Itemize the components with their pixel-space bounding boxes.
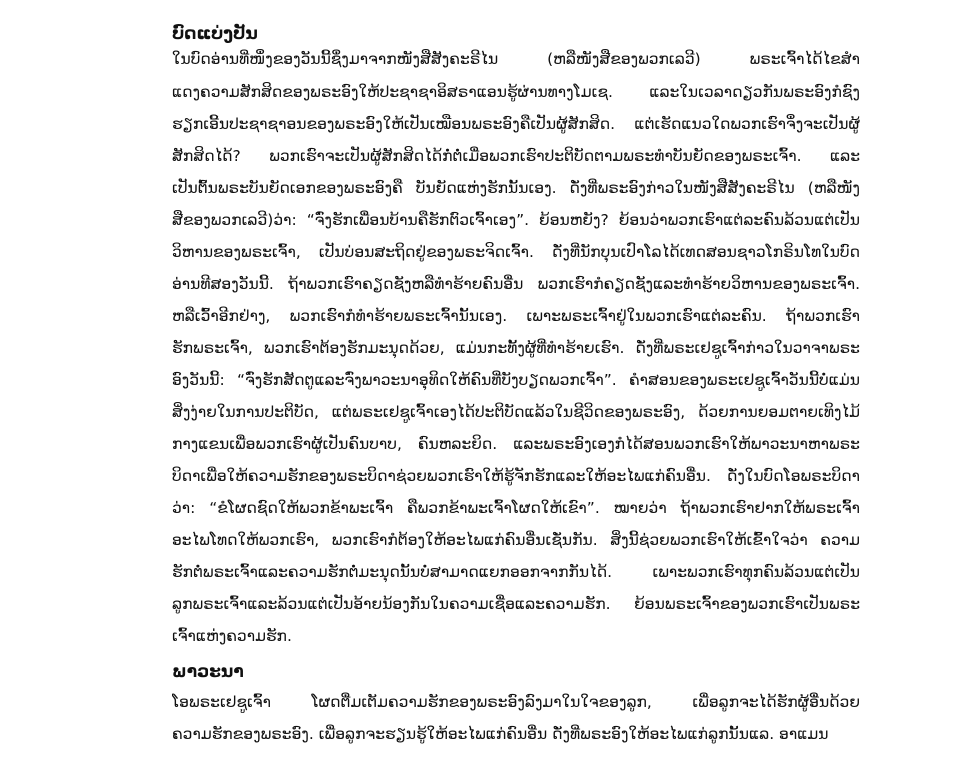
paragraph-line: ຫລືເວົ້າອີກຢ່າງ, ພວກເຮົາກໍທຳຮ້າຍພຣະເຈົ້ານັ້ນເອງ. ເພາະພຣະເຈົ້າຢູ່ໃນພວກເຮົາແຕ່ລະຄົນ. ຖ້າພວກເຮົາ <box>172 307 860 325</box>
paragraph-line: ກາງແຂນເພື່ອພວກເຮົາຜູ້ເປັນຄົນບາບ, ຄົນຫລະຍິດ. ແລະພຣະອົງເອງກໍໄດ້ສອນພວກເຮົາໃຫ້ພາວະນາຫາພຣະ <box>172 435 860 453</box>
paragraph-line: ອ່ານທີສອງວັນນີ້. ຖ້າພວກເຮົາຄຽດຊັງຫລືທຳຮ້າຍຄົນອື່ນ ພວກເຮົາກໍຄຽດຊັງແລະທຳຮ້າຍວິຫານຂອງພຣະເຈົ້າ. <box>172 275 860 293</box>
paragraph-line: ໂອພຣະເຢຊູເຈົ້າ ໂຜດຕື່ມເຕັມຄວາມຮັກຂອງພຣະອົງລົງມາໃນໃຈຂອງລູກ, ເພື່ອລູກຈະໄດ້ຮັກຜູ້ອື່ນດ້ວຍ <box>172 693 860 711</box>
paragraph-line: ໃນບົດອ່ານທີ່ໜຶ່ງຂອງວັນນີ້ຊຶ່ງມາຈາກໜັງສືສັງຄະຣີໄນ (ຫລືໜັງສືຂອງພວກເລວີ) ພຣະເຈົ້າໄດ້ໄຂສຳ <box>172 50 860 68</box>
paragraph-line: ອົງວັນນີ້: “ຈົ່ງຮັກສັດຕູແລະຈົ່ງພາວະນາອຸທິດໃຫ້ຄົນທີ່ບັງບຽດພວກເຈົ້າ”. ຄຳສອນຂອງພຣະເຢຊູເຈົ້າວັນນີ້ບໍ່ແມ່ນ <box>172 371 860 389</box>
paragraph-line: ເປັນຕົ້ນພຣະບັນຍັດເອກຂອງພຣະອົງຄື ບັນຍັດແຫ່ງຮັກນັ້ນເອງ. ດັ່ງທີ່ພຣະອົງກ່າວໃນໜັງສືສັງຄະຣີໄນ (ຫລືໜັງ <box>172 179 860 197</box>
paragraph-line: ແດງຄວາມສັກສິດຂອງພຣະອົງໃຫ້ປະຊາຊາອິສຣາແອນຮູ້ຜ່ານທາງໂມເຊ. ແລະໃນເວລາດຽວກັນພຣະອົງກໍຊົງ <box>172 83 860 101</box>
paragraph-line: ບິດາເພື່ອໃຫ້ຄວາມຮັກຂອງພຣະບິດາຊ່ວຍພວກເຮົາໃຫ້ຮູ້ຈັກຮັກແລະໃຫ້ອະໄພແກ່ຄົນອື່ນ. ດັ່ງໃນບົດໂອພຣະບິດາ <box>172 467 860 485</box>
paragraph-line: ວ່າ: “ຂໍໂຜດຊົດໃຫ້ພວກຂ້າພະເຈົ້າ ຄືພວກຂ້າພະເຈົ້າໂຜດໃຫ້ເຂົາ”. ໝາຍວ່າ ຖ້າພວກເຮົາຢາກໃຫ້ພຣະເຈົ້າ <box>172 499 860 517</box>
paragraph-line: ຮັກພຣະເຈົ້າ, ພວກເຮົາຕ້ອງຮັກມະນຸດດ້ວຍ, ແມ່ນກະທັ້ງຜູ້ທີ່ທຳຮ້າຍເຮົາ. ດັ່ງທີ່ພຣະເຢຊູເຈົ້າກ່າວໃນວາຈາພຣະ <box>172 339 860 357</box>
paragraph-line: ເຈົ້າແຫ່ງຄວາມຮັກ. <box>172 627 292 645</box>
paragraph-line: ວິຫານຂອງພຣະເຈົ້າ, ເປັນບ່ອນສະຖິດຢູ່ຂອງພຣະຈິດເຈົ້າ. ດັ່ງທີ່ນັກບຸນເປົາໂລໄດ້ເທດສອນຊາວໂກຣິນໂທໃນບົດ <box>172 243 860 261</box>
paragraph-line: ສັກສິດໄດ້? ພວກເຮົາຈະເປັນຜູ້ສັກສິດໄດ້ກໍ່ຕໍ່ເມື່ອພວກເຮົາປະຕິບັດຕາມພຣະທຳບັນຍັດຂອງພຣະເຈົ້າ. ແລະ <box>172 147 860 165</box>
paragraph-line: ຮັກຕໍ່ພຣະເຈົ້າແລະຄວາມຮັກຕໍ່ມະນຸດນັ້ນບໍ່ສາມາດແຍກອອກຈາກກັນໄດ້. ເພາະພວກເຮົາທຸກຄົນລ້ວນແຕ່ເປັນ <box>172 563 860 581</box>
paragraph-line: ສິ່ງງ່າຍໃນການປະຕິບັດ, ແຕ່ພຣະເຢຊູເຈົ້າເອງໄດ້ປະຕິບັດແລ້ວໃນຊີວິດຂອງພຣະອົງ, ດ້ວຍການຍອມຕາຍເທິງໄມ້ <box>172 403 860 421</box>
paragraph-line: ຄວາມຮັກຂອງພຣະອົງ. ເພື່ອລູກຈະຮຽນຮູ້ໃຫ້ອະໄພແກ່ຄົນອື່ນ ດັ່ງທີ່ພຣະອົງໃຫ້ອະໄພແກ່ລູກນັ້ນແລ. ອາແມນ <box>172 725 829 743</box>
section-heading-reflection: ບົດແບ່ງປັນ <box>172 24 258 44</box>
paragraph-line: ຮຽກເອີ້ນປະຊາຊາອນຂອງພຣະອົງໃຫ້ເປັນເໝືອນພຣະອົງຄືເປັນຜູ້ສັກສິດ. ແຕ່ເຮັດແນວໃດພວກເຮົາຈຶ່ງຈະເປັນຜູ້ <box>172 115 860 133</box>
section-heading-prayer: ພາວະນາ <box>172 662 244 682</box>
paragraph-line: ອະໄພໂທດໃຫ້ພວກເຮົາ, ພວກເຮົາກໍຕ້ອງໃຫ້ອະໄພແກ່ຄົນອື່ນເຊັ່ນກັນ. ສິ່ງນີ້ຊ່ວຍພວກເຮົາໃຫ້ເຂົ້າໃຈວ່າ ຄວາມ <box>172 531 860 549</box>
paragraph-line: ສືຂອງພວກເລວີ)ວ່າ: “ຈົ່ງຮັກເພື່ອນບ້ານຄືຮັກຕົວເຈົ້າເອງ”. ຍ້ອນຫຍັງ? ຍ້ອນວ່າພວກເຮົາແຕ່ລະຄົນລ້ວນແຕ່ເປັນ <box>172 211 860 229</box>
paragraph-line: ລູກພຣະເຈົ້າແລະລ້ວນແຕ່ເປັນອ້າຍນ້ອງກັນໃນຄວາມເຊື່ອແລະຄວາມຮັກ. ຍ້ອນພຣະເຈົ້າຂອງພວກເຮົາເປັນພຣະ <box>172 595 860 613</box>
